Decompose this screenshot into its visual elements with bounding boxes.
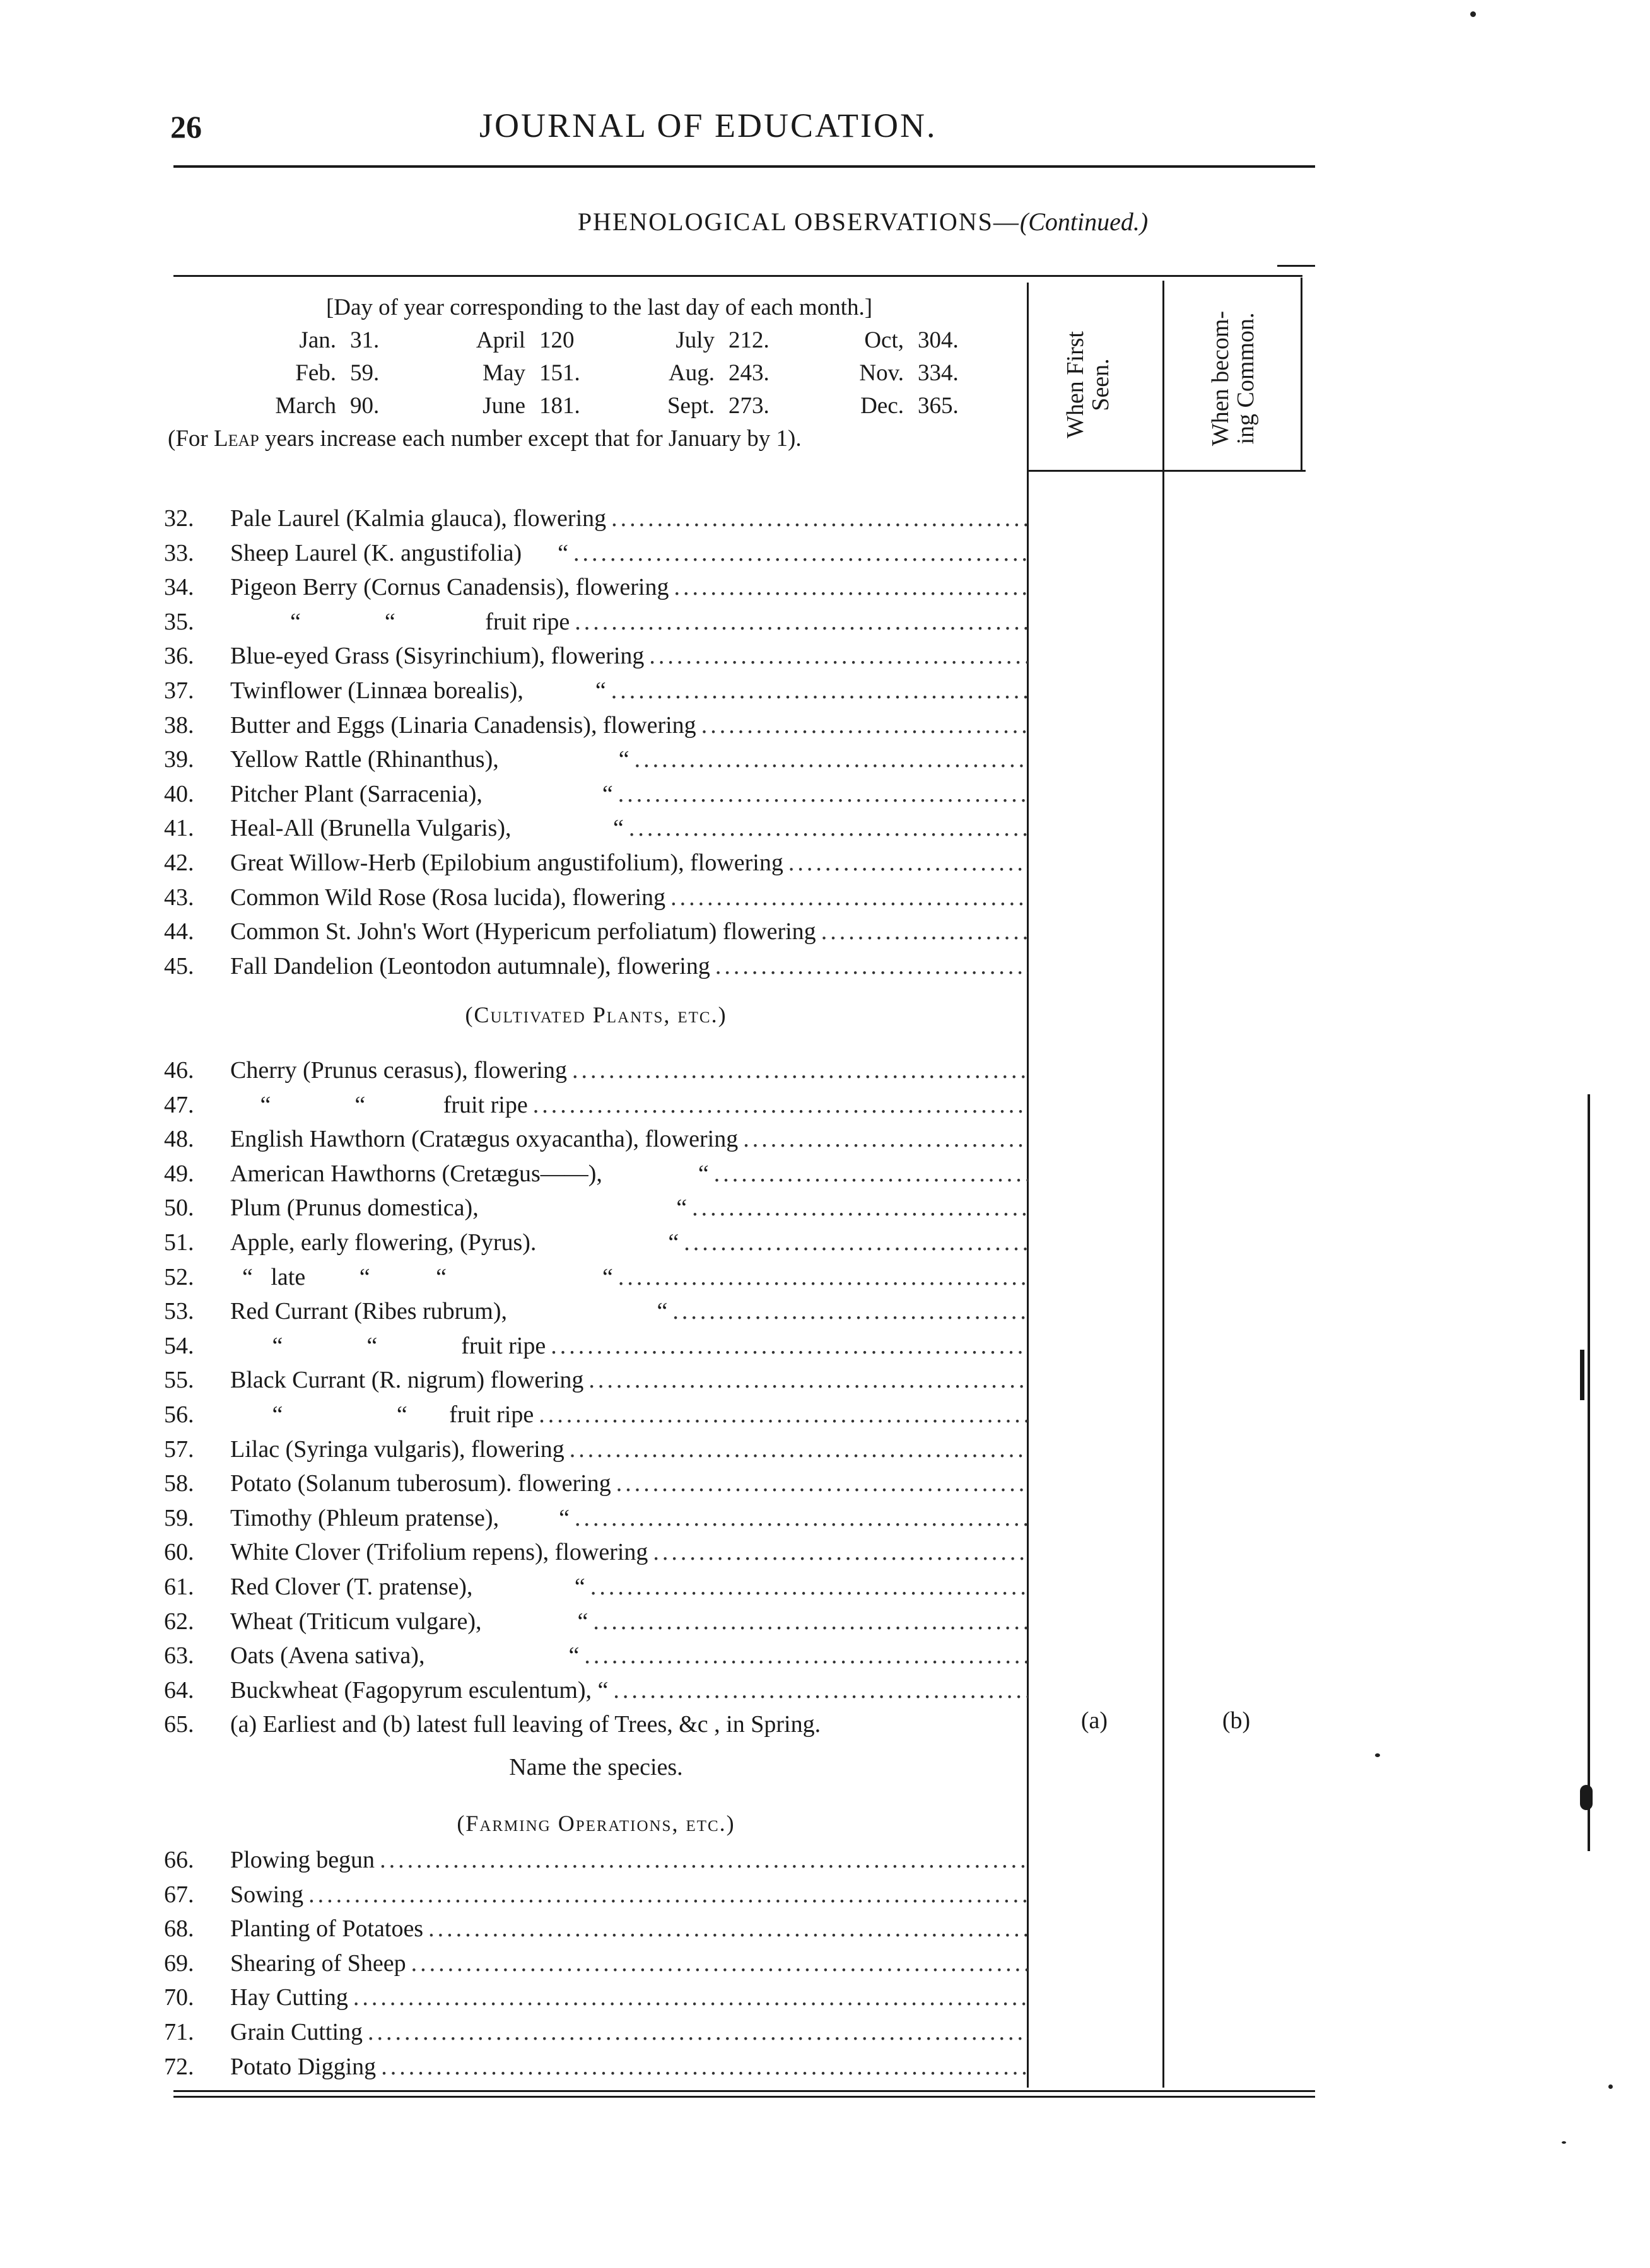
- item-number: 51.: [164, 1229, 194, 1256]
- item-number: 34.: [164, 574, 194, 601]
- section-continued: (Continued.): [1019, 208, 1149, 236]
- list-item: [164, 1642, 1028, 1676]
- list-item: [164, 1332, 1028, 1366]
- item-text: American Hawthorns (Cretægus——), “: [230, 1160, 709, 1187]
- item-number: 72.: [164, 2053, 194, 2080]
- item-number: 67.: [164, 1881, 194, 1908]
- subhead-cultivated-plants: (Cultivated Plants, etc.): [465, 1002, 727, 1027]
- subhead-farming-operations: (Farming Operations, etc.): [457, 1811, 735, 1836]
- item-number: 71.: [164, 2019, 194, 2045]
- list-item: [164, 1056, 1028, 1090]
- item-number: 35.: [164, 608, 194, 635]
- item-number: 53.: [164, 1298, 194, 1325]
- item-text: Pigeon Berry (Cornus Canadensis), flowering: [230, 574, 669, 601]
- item-number: 52.: [164, 1263, 194, 1290]
- calendar-heading: [Day of year corresponding to the last day of each month.]: [325, 295, 873, 320]
- item-text: “ “ fruit ripe: [230, 1332, 546, 1359]
- column-header-becoming-common: When becom- ing Common.: [1207, 310, 1259, 447]
- binding-edge-mark: [1588, 1094, 1590, 1851]
- item-number: 40.: [164, 780, 194, 807]
- item-number: 32.: [164, 505, 194, 532]
- item-number: 49.: [164, 1160, 194, 1187]
- item-number: 36.: [164, 643, 194, 670]
- item-number: 45.: [164, 952, 194, 979]
- leader-dots: [575, 1504, 1028, 1532]
- table-top-rule: [173, 275, 1302, 277]
- leader-dots: [611, 505, 1028, 532]
- leader-dots: [649, 642, 1028, 670]
- item-text: Heal-All (Brunella Vulgaris), “: [230, 815, 624, 842]
- item-text: Pale Laurel (Kalmia glauca), flowering: [230, 505, 607, 532]
- scan-speck: [1375, 1753, 1380, 1757]
- list-item: [164, 1984, 1028, 2018]
- mark-b-becoming-common: (b): [1222, 1707, 1251, 1734]
- item-number: 50.: [164, 1195, 194, 1222]
- item-text: Potato (Solanum tuberosum). flowering: [230, 1470, 611, 1497]
- leader-dots: [539, 1401, 1028, 1429]
- leader-dots: [572, 1056, 1028, 1084]
- list-item: [164, 1710, 1028, 1745]
- item-number: 56.: [164, 1401, 194, 1428]
- list-item: [164, 1573, 1028, 1607]
- item-text: Planting of Potatoes: [230, 1915, 424, 1943]
- item-text: (a) Earliest and (b) latest full leaving of Trees, &c , in Spring.: [230, 1711, 821, 1738]
- item-text: Hay Cutting: [230, 1984, 348, 2011]
- column-divider-becoming-common: [1162, 281, 1164, 2088]
- item-number: 70.: [164, 1984, 194, 2011]
- list-item: [164, 1366, 1028, 1400]
- item-number: 60.: [164, 1539, 194, 1566]
- leader-dots: [701, 711, 1028, 739]
- leader-dots: [590, 1573, 1028, 1601]
- leader-dots: [308, 1881, 1028, 1909]
- list-item: [164, 539, 1028, 573]
- list-item: [164, 1915, 1028, 1949]
- item-text: Pitcher Plant (Sarracenia), “: [230, 780, 613, 807]
- item-number: 59.: [164, 1504, 194, 1531]
- item-number: 57.: [164, 1435, 194, 1463]
- item-number: 55.: [164, 1367, 194, 1394]
- calendar-block: [164, 291, 1034, 455]
- list-item: [164, 1194, 1028, 1228]
- item-number: 38.: [164, 711, 194, 739]
- item-number: 69.: [164, 1949, 194, 1977]
- list-item: [164, 849, 1028, 883]
- list-item: [164, 642, 1028, 676]
- item-number: 46.: [164, 1057, 194, 1084]
- item-text: Red Currant (Ribes rubrum), “: [230, 1298, 668, 1325]
- item-text: Apple, early flowering, (Pyrus). “: [230, 1229, 679, 1256]
- item-text: Timothy (Phleum pratense), “: [230, 1504, 570, 1531]
- leader-dots: [593, 1608, 1028, 1635]
- scan-speck: [1470, 11, 1476, 17]
- page-number: 26: [170, 109, 202, 144]
- item-text: Buckwheat (Fagopyrum esculentum), “: [230, 1676, 609, 1704]
- item-number: 37.: [164, 677, 194, 704]
- header-rule: [173, 165, 1315, 168]
- leader-dots: [588, 1366, 1028, 1394]
- calendar-row: March 90. June 181. Sept. 273. Dec. 365.: [275, 393, 959, 419]
- item-number: 64.: [164, 1676, 194, 1704]
- list-item: [164, 780, 1028, 814]
- leader-dots: [618, 1263, 1028, 1291]
- leader-dots: [551, 1332, 1028, 1360]
- list-item: [164, 1435, 1028, 1470]
- list-item: [164, 918, 1028, 952]
- item-text: “ “ fruit ripe: [230, 1091, 528, 1118]
- list-item: [164, 1676, 1028, 1710]
- item-number: 65.: [164, 1711, 194, 1738]
- list-item: [164, 711, 1028, 745]
- leader-dots: [635, 745, 1028, 773]
- leap-year-note: (For Leap years increase each number except that for January by 1).: [168, 426, 802, 452]
- item-number: 63.: [164, 1642, 194, 1669]
- leader-dots: [821, 918, 1028, 945]
- list-item: [164, 814, 1028, 848]
- leader-dots: [411, 1949, 1028, 1977]
- leader-dots: [613, 1676, 1028, 1704]
- leader-dots: [672, 1297, 1028, 1325]
- list-item: [164, 1538, 1028, 1572]
- section-title: [0, 207, 1650, 237]
- leader-dots: [670, 884, 1028, 911]
- leader-dots: [674, 573, 1029, 601]
- list-item: [164, 1881, 1028, 1915]
- column-divider-right: [1301, 278, 1302, 470]
- list-item: [164, 884, 1028, 918]
- table-top-rule-extension: [1277, 265, 1315, 267]
- item-number: 41.: [164, 815, 194, 842]
- list-item: [164, 2018, 1028, 2052]
- section-title-text: PHENOLOGICAL OBSERVATIONS—: [577, 208, 1020, 236]
- binding-edge-mark: [1580, 1785, 1593, 1810]
- leader-dots: [788, 849, 1028, 877]
- item-text: Wheat (Triticum vulgare), “: [230, 1608, 588, 1635]
- leader-dots: [428, 1915, 1028, 1943]
- item-text: “ “ fruit ripe: [230, 608, 570, 635]
- item-text: Blue-eyed Grass (Sisyrinchium), flowering: [230, 643, 645, 670]
- item-text: Shearing of Sheep: [230, 1949, 406, 1977]
- leader-dots: [575, 608, 1028, 636]
- item-text: Cherry (Prunus cerasus), flowering: [230, 1057, 567, 1084]
- item-text: Plowing begun: [230, 1847, 375, 1873]
- item-text: English Hawthorn (Cratægus oxyacantha), flowering: [230, 1126, 739, 1153]
- item-text: Potato Digging: [230, 2053, 377, 2080]
- mark-a-first-seen: (a): [1080, 1707, 1108, 1734]
- item-number: 58.: [164, 1470, 194, 1497]
- list-item: [164, 505, 1028, 539]
- table-bottom-rule-1: [173, 2090, 1315, 2092]
- item-text: Sowing: [230, 1881, 304, 1908]
- item-text: “ “ fruit ripe: [230, 1401, 534, 1428]
- list-item: [164, 1401, 1028, 1435]
- calendar-row: Jan. 31. April 120 July 212. Oct, 304.: [299, 327, 959, 353]
- item-number: 47.: [164, 1091, 194, 1118]
- item-text: Fall Dandelion (Leontodon autumnale), flowering: [230, 952, 710, 979]
- leader-dots: [715, 952, 1028, 980]
- subhead-name-species: Name the species.: [509, 1754, 683, 1780]
- leader-dots: [380, 1846, 1028, 1874]
- item-number: 61.: [164, 1574, 194, 1600]
- list-item: [164, 1470, 1028, 1504]
- list-item: [164, 1160, 1028, 1194]
- leader-dots: [584, 1642, 1028, 1669]
- leader-dots: [611, 677, 1028, 704]
- leader-dots: [570, 1435, 1028, 1463]
- list-item: [164, 1608, 1028, 1642]
- item-text: Twinflower (Linnæa borealis), “: [230, 677, 606, 704]
- binding-edge-mark: [1580, 1350, 1584, 1400]
- list-item: [164, 1846, 1028, 1880]
- item-text: “ late “ “ “: [230, 1263, 613, 1290]
- leader-dots: [618, 780, 1028, 808]
- journal-title: JOURNAL OF EDUCATION.: [479, 107, 937, 144]
- item-number: 68.: [164, 1915, 194, 1943]
- item-number: 54.: [164, 1332, 194, 1359]
- leader-dots: [714, 1160, 1028, 1188]
- calendar-row: Feb. 59. May 151. Aug. 243. Nov. 334.: [295, 360, 959, 386]
- scan-speck: [1562, 2141, 1566, 2144]
- leader-dots: [353, 1984, 1028, 2011]
- item-text: Grain Cutting: [230, 2019, 363, 2045]
- column-header-first-seen: When First Seen.: [1062, 331, 1114, 438]
- item-text: Butter and Eggs (Linaria Canadensis), flowering: [230, 711, 696, 739]
- item-text: White Clover (Trifolium repens), flowering: [230, 1539, 648, 1566]
- item-number: 33.: [164, 539, 194, 566]
- list-item: [164, 608, 1028, 642]
- list-item: [164, 1091, 1028, 1125]
- item-text: Yellow Rattle (Rhinanthus), “: [230, 746, 629, 773]
- list-item: [164, 1125, 1028, 1159]
- item-text: Black Currant (R. nigrum) flowering: [230, 1367, 584, 1394]
- list-item: [164, 1297, 1028, 1331]
- item-number: 48.: [164, 1126, 194, 1153]
- item-text: Common St. John's Wort (Hypericum perfoliatum) flowering: [230, 918, 816, 945]
- leader-dots: [629, 814, 1028, 842]
- item-text: Great Willow-Herb (Epilobium angustifolium), flowering: [230, 850, 783, 876]
- leader-dots: [381, 2053, 1028, 2081]
- list-item: [164, 2053, 1028, 2087]
- scan-speck: [1608, 2084, 1613, 2089]
- table-bottom-rule-2: [173, 2096, 1315, 2098]
- item-text: Red Clover (T. pratense), “: [230, 1574, 585, 1600]
- item-number: 39.: [164, 746, 194, 773]
- item-text: Oats (Avena sativa), “: [230, 1642, 580, 1669]
- leader-dots: [743, 1125, 1028, 1153]
- item-text: Lilac (Syringa vulgaris), flowering: [230, 1435, 565, 1463]
- list-item: [164, 1504, 1028, 1538]
- item-text: Sheep Laurel (K. angustifolia) “: [230, 539, 569, 566]
- list-item: [164, 1949, 1028, 1984]
- leader-dots: [573, 539, 1028, 567]
- list-item: [164, 573, 1028, 607]
- list-item: [164, 745, 1028, 780]
- item-number: 42.: [164, 850, 194, 876]
- item-number: 43.: [164, 884, 194, 911]
- item-text: Plum (Prunus domestica), “: [230, 1195, 688, 1222]
- leader-dots: [692, 1194, 1028, 1222]
- leader-dots: [368, 2018, 1028, 2046]
- leader-dots: [653, 1538, 1028, 1566]
- item-number: 66.: [164, 1847, 194, 1873]
- leader-dots: [533, 1091, 1028, 1119]
- item-number: 62.: [164, 1608, 194, 1635]
- list-item: [164, 1229, 1028, 1263]
- leader-dots: [684, 1229, 1028, 1256]
- list-item: [164, 677, 1028, 711]
- leader-dots: [616, 1470, 1028, 1497]
- list-item: [164, 1263, 1028, 1297]
- item-number: 44.: [164, 918, 194, 945]
- item-text: Common Wild Rose (Rosa lucida), flowering: [230, 884, 666, 911]
- list-item: [164, 952, 1028, 986]
